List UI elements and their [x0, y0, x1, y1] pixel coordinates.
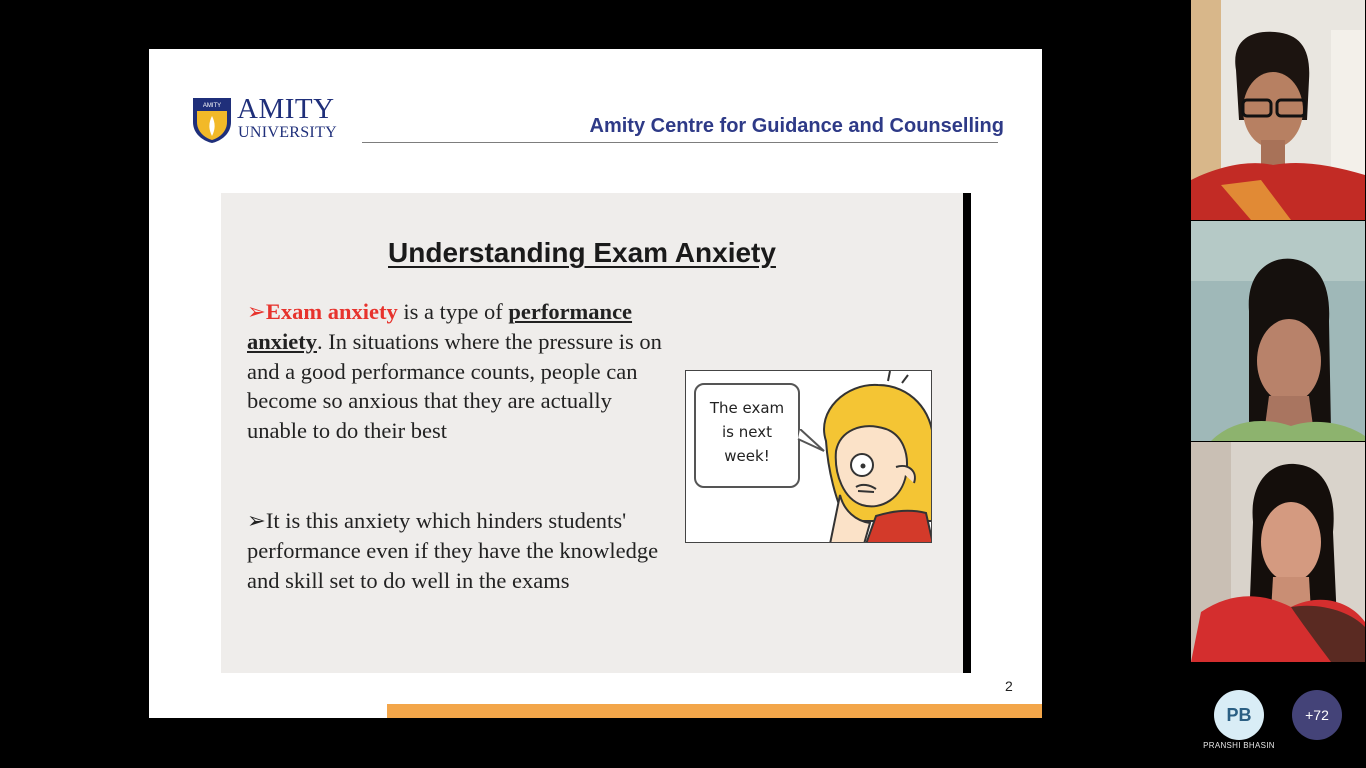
participant-name: PRANSHI BHASIN [1203, 741, 1275, 750]
worried-boy-icon [806, 371, 932, 543]
speech-bubble [694, 383, 800, 488]
shared-slide [149, 49, 1042, 718]
paragraph-hinders-performance [247, 506, 677, 595]
logo-wordmark: AMITY [237, 93, 335, 125]
slide-title: Understanding Exam Anxiety [388, 237, 776, 268]
slide-footer-bar [387, 704, 1042, 718]
content-side-bar [963, 193, 971, 673]
participant-video-image [1191, 0, 1365, 220]
amity-logo [191, 95, 346, 145]
participant-video-tile[interactable] [1191, 442, 1365, 662]
slide-header-title: Amity Centre for Guidance and Counselling [589, 115, 1004, 137]
more-participants-button[interactable]: +72 [1292, 690, 1342, 740]
slide-page-number: 2 [1005, 678, 1013, 694]
participant-video-image [1191, 221, 1365, 441]
bullet-arrow-icon: ➢ [247, 508, 266, 533]
bullet-arrow-icon: ➢ [247, 299, 266, 324]
slide-content-box [221, 193, 963, 673]
bubble-line-1: The exam [709, 399, 785, 417]
participant-video-tile[interactable] [1191, 0, 1365, 220]
para2-text: It is this anxiety which hinders students' performance even if they have the knowledge and skill set to do well in the exams [247, 508, 659, 593]
participant-video-image [1191, 442, 1365, 662]
anxious-student-cartoon [685, 370, 932, 543]
paragraph-exam-anxiety [247, 297, 677, 446]
svg-text:AMITY: AMITY [202, 103, 222, 109]
underlined-term: performance anxiety [247, 299, 633, 354]
header-divider [362, 142, 998, 143]
participant-video-tile[interactable] [1191, 221, 1365, 441]
speech-bubble-text [696, 396, 798, 468]
para1-text-b: . In situations where the pressure is on and a good performance counts, people can become so anxious that they are actually unable to do their best [247, 328, 662, 444]
highlight-term: Exam anxiety [265, 299, 398, 324]
bubble-line-3: week! [724, 447, 770, 465]
bubble-line-2: is next [722, 423, 772, 441]
amity-shield-icon [191, 96, 233, 144]
para1-text-a: is a type of [397, 299, 509, 324]
logo-subtitle: UNIVERSITY [238, 124, 337, 141]
participant-avatar[interactable]: PB [1214, 690, 1264, 740]
